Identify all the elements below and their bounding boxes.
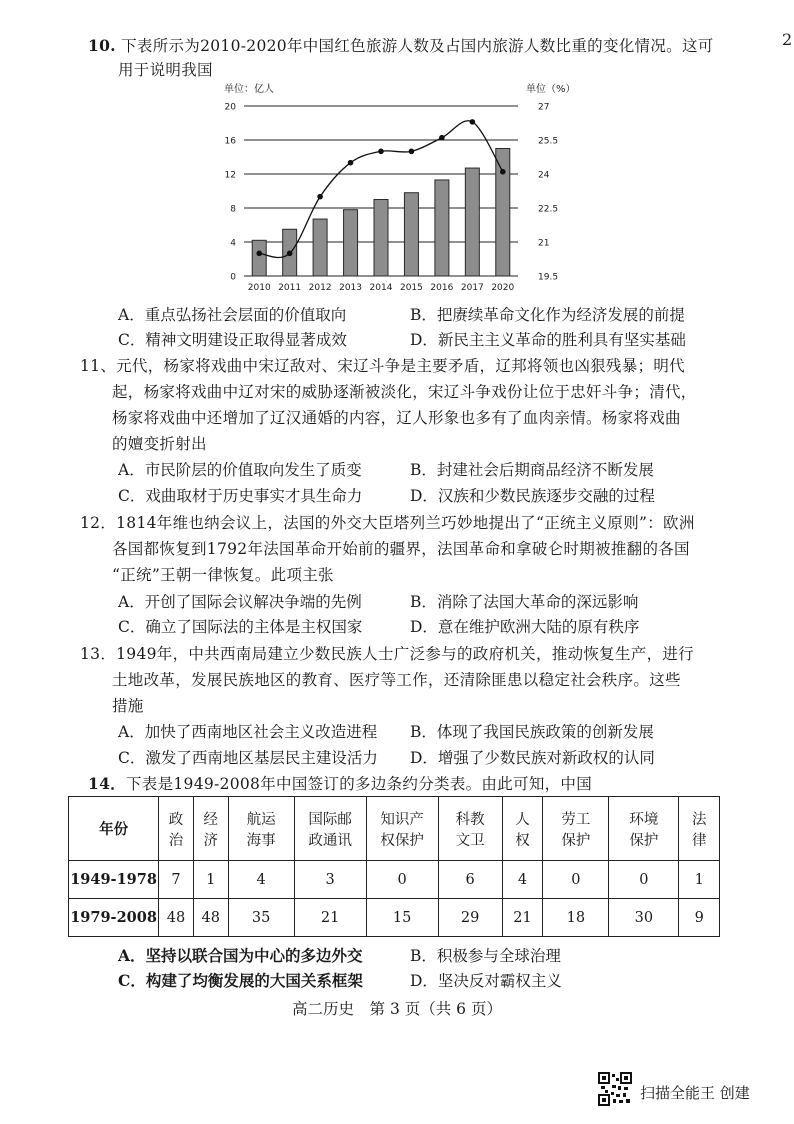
- table-cell: 0: [609, 861, 679, 899]
- table-cell: 1: [193, 861, 228, 899]
- q13-stem-line1: [80, 642, 694, 664]
- right-tick-label: 21: [538, 238, 550, 249]
- q10-option-c[interactable]: C．精神文明建设正取得显著成效: [118, 331, 347, 349]
- chart-right-unit: 单位（%）: [526, 84, 576, 95]
- chart-bar: [404, 193, 418, 276]
- q12-option-a[interactable]: A．开创了国际会议解决争端的先例: [118, 593, 362, 611]
- chart-bar: [435, 180, 449, 276]
- chart-bar: [313, 219, 327, 276]
- q11-option-d[interactable]: D．汉族和少数民族逐步交融的过程: [410, 487, 655, 505]
- q13-option-a[interactable]: A．加快了西南地区社会主义改造进程: [118, 723, 378, 741]
- q12-option-b[interactable]: B．消除了法国大革命的深远影响: [410, 593, 639, 611]
- header-law: 法 律: [679, 797, 720, 861]
- q11-number: 11、: [80, 357, 117, 375]
- left-tick-label: 20: [224, 102, 236, 113]
- row-label: 1979-2008: [69, 899, 159, 937]
- q10-stem-line1: [88, 34, 714, 56]
- header-human-rights: 人 权: [502, 797, 543, 861]
- table-cell: 4: [502, 861, 543, 899]
- table-cell: 35: [228, 899, 294, 937]
- table-cell: 9: [679, 899, 720, 937]
- chart-x-labels: [248, 283, 515, 293]
- q11-option-a[interactable]: A．市民阶层的价值取向发生了质变: [118, 461, 362, 479]
- q12-stem-line3: “正统”王朝一律恢复。此项主张: [112, 566, 334, 584]
- chart-bar: [496, 149, 510, 277]
- chart-bar: [374, 200, 388, 277]
- table-cell: 3: [294, 861, 366, 899]
- table-cell: 18: [543, 899, 609, 937]
- q14-option-b[interactable]: B．积极参与全球治理: [410, 947, 561, 965]
- table-cell: 15: [366, 899, 438, 937]
- q14-option-a[interactable]: A．坚持以联合国为中心的多边外交: [118, 946, 363, 965]
- share-point: [500, 169, 506, 175]
- header-politics: 政 治: [159, 797, 194, 861]
- table-cell: 0: [543, 861, 609, 899]
- q10-number: 10.: [88, 36, 116, 55]
- qr-code-icon: [598, 1072, 632, 1106]
- chart-right-ticks: [538, 103, 558, 283]
- chart-bar: [252, 240, 266, 276]
- q11-stem-line3: 杨家将戏曲中还增加了辽汉通婚的内容，辽人形象也多有了血肉亲情。杨家将戏曲: [112, 409, 681, 427]
- page-footer: 高二历史 第 3 页（共 6 页）: [292, 1000, 502, 1018]
- header-ip: 知识产 权保护: [366, 797, 438, 861]
- q14-number: 14．: [88, 774, 126, 793]
- table-header-row: [69, 797, 720, 861]
- table-cell: 1: [679, 861, 720, 899]
- right-tick-label: 25.5: [538, 136, 559, 147]
- right-tick-label: 24: [538, 170, 550, 181]
- share-point: [439, 135, 445, 141]
- q10-option-a[interactable]: A．重点弘扬社会层面的价值取向: [118, 306, 347, 324]
- header-environment: 环境 保护: [609, 797, 679, 861]
- q13-option-b[interactable]: B．体现了我国民族政策的创新发展: [410, 723, 654, 741]
- q12-option-d[interactable]: D．意在维护欧洲大陆的原有秩序: [410, 618, 640, 636]
- q13-stem-line2: 土地改革，发展民族地区的教育、医疗等工作，还清除匪患以稳定社会秩序。这些: [112, 671, 681, 689]
- share-point: [287, 251, 293, 257]
- q13-option-c[interactable]: C．激发了西南地区基层民主建设活力: [118, 749, 378, 767]
- share-point: [409, 149, 415, 155]
- chart-bars: [252, 149, 510, 277]
- q13-stem-line3: 措施: [112, 697, 144, 715]
- x-tick-label: 2020: [491, 283, 515, 293]
- right-tick-label: 27: [538, 102, 550, 113]
- q10-option-d[interactable]: D．新民主主义革命的胜利具有坚实基础: [410, 331, 686, 349]
- table-row: [69, 899, 720, 937]
- margin-mark: 2: [782, 30, 793, 49]
- q11-option-b[interactable]: B．封建社会后期商品经济不断发展: [410, 461, 654, 479]
- left-tick-label: 16: [224, 136, 236, 147]
- x-tick-label: 2015: [399, 283, 423, 293]
- chart-left-ticks: [225, 103, 237, 283]
- q13-number: 13．: [80, 645, 117, 663]
- q14-option-d[interactable]: D．坚决反对霸权主义: [410, 972, 562, 990]
- table-row: [69, 861, 720, 899]
- q10-stem-line2: 用于说明我国: [118, 61, 213, 79]
- table-cell: 6: [438, 861, 502, 899]
- share-point: [470, 119, 476, 125]
- table-cell: 48: [193, 899, 228, 937]
- share-point: [348, 160, 354, 166]
- q11-stem-line2: 起，杨家将戏曲中辽对宋的威胁逐渐被淡化，宋辽斗争戏份让位于忠奸斗争；清代，: [112, 383, 697, 401]
- left-tick-label: 4: [230, 238, 236, 249]
- chart-bar: [344, 210, 358, 276]
- table-cell: 0: [366, 861, 438, 899]
- table-cell: 4: [228, 861, 294, 899]
- row-label: 1949-1978: [69, 861, 159, 899]
- table-cell: 30: [609, 899, 679, 937]
- table-cell: 48: [159, 899, 194, 937]
- chart-bar: [465, 168, 479, 276]
- right-tick-label: 19.5: [538, 272, 559, 283]
- q12-stem-line2: 各国都恢复到1792年法国革命开始前的疆界，法国革命和拿破仑时期被推翻的各国: [112, 540, 690, 558]
- header-shipping: 航运 海事: [228, 797, 294, 861]
- q11-stem-line4: 的嬗变折射出: [112, 435, 207, 453]
- x-tick-label: 2013: [339, 283, 363, 293]
- q12-option-c[interactable]: C．确立了国际法的主体是主权国家: [118, 618, 363, 636]
- x-tick-label: 2011: [278, 283, 302, 293]
- q14-option-c[interactable]: C．构建了均衡发展的大国关系框架: [118, 971, 363, 990]
- q11-option-c[interactable]: C．戏曲取材于历史事实才具生命力: [118, 487, 363, 505]
- x-tick-label: 2017: [460, 283, 484, 293]
- q11-stem-line1: [80, 354, 685, 376]
- right-tick-label: 22.5: [538, 204, 559, 215]
- share-point: [378, 149, 384, 155]
- table-cell: 21: [502, 899, 543, 937]
- q12-stem-line1: [80, 511, 695, 533]
- header-postal: 国际邮 政通讯: [294, 797, 366, 861]
- q14-treaty-table: [68, 796, 720, 937]
- x-tick-label: 2014: [369, 283, 393, 293]
- scanner-watermark: 扫描全能王 创建: [640, 1084, 750, 1102]
- x-tick-label: 2010: [247, 283, 271, 293]
- table-cell: 29: [438, 899, 502, 937]
- x-tick-label: 2012: [308, 283, 332, 293]
- q11-stem-text1: 元代，杨家将戏曲中宋辽敌对、宋辽斗争是主要矛盾，辽邦将领也凶狠残暴；明代: [116, 357, 685, 375]
- left-tick-label: 0: [230, 272, 236, 283]
- table-cell: 21: [294, 899, 366, 937]
- q10-option-b[interactable]: B．把赓续革命文化作为经济发展的前提: [410, 306, 685, 324]
- q14-stem-line: [88, 772, 592, 794]
- header-labor: 劳工 保护: [543, 797, 609, 861]
- q12-number: 12．: [80, 514, 117, 532]
- table-corner-cell: 年份: [69, 797, 159, 861]
- q12-stem-text1: 1814年维也纳会议上，法国的外交大臣塔列兰巧妙地提出了“正统主义原则”：欧洲: [116, 514, 695, 532]
- q13-stem-text1: 1949年，中共西南局建立少数民族人士广泛参与的政府机关，推动恢复生产，进行: [116, 645, 694, 663]
- q10-stem-text1: 下表所示为2010-2020年中国红色旅游人数及占国内旅游人数比重的变化情况。这可: [121, 37, 714, 55]
- q10-chart: [200, 80, 576, 293]
- q13-option-d[interactable]: D．增强了少数民族对新政权的认同: [410, 749, 655, 767]
- share-point: [256, 251, 262, 257]
- share-point: [317, 194, 323, 200]
- header-education: 科教 文卫: [438, 797, 502, 861]
- q14-stem-text: 下表是1949-2008年中国签订的多边条约分类表。由此可知，中国: [125, 775, 593, 793]
- table-cell: 7: [159, 861, 194, 899]
- header-economy: 经 济: [193, 797, 228, 861]
- chart-left-unit: 单位：亿人: [224, 84, 274, 95]
- left-tick-label: 12: [224, 170, 236, 181]
- left-tick-label: 8: [230, 204, 236, 215]
- x-tick-label: 2016: [430, 283, 454, 293]
